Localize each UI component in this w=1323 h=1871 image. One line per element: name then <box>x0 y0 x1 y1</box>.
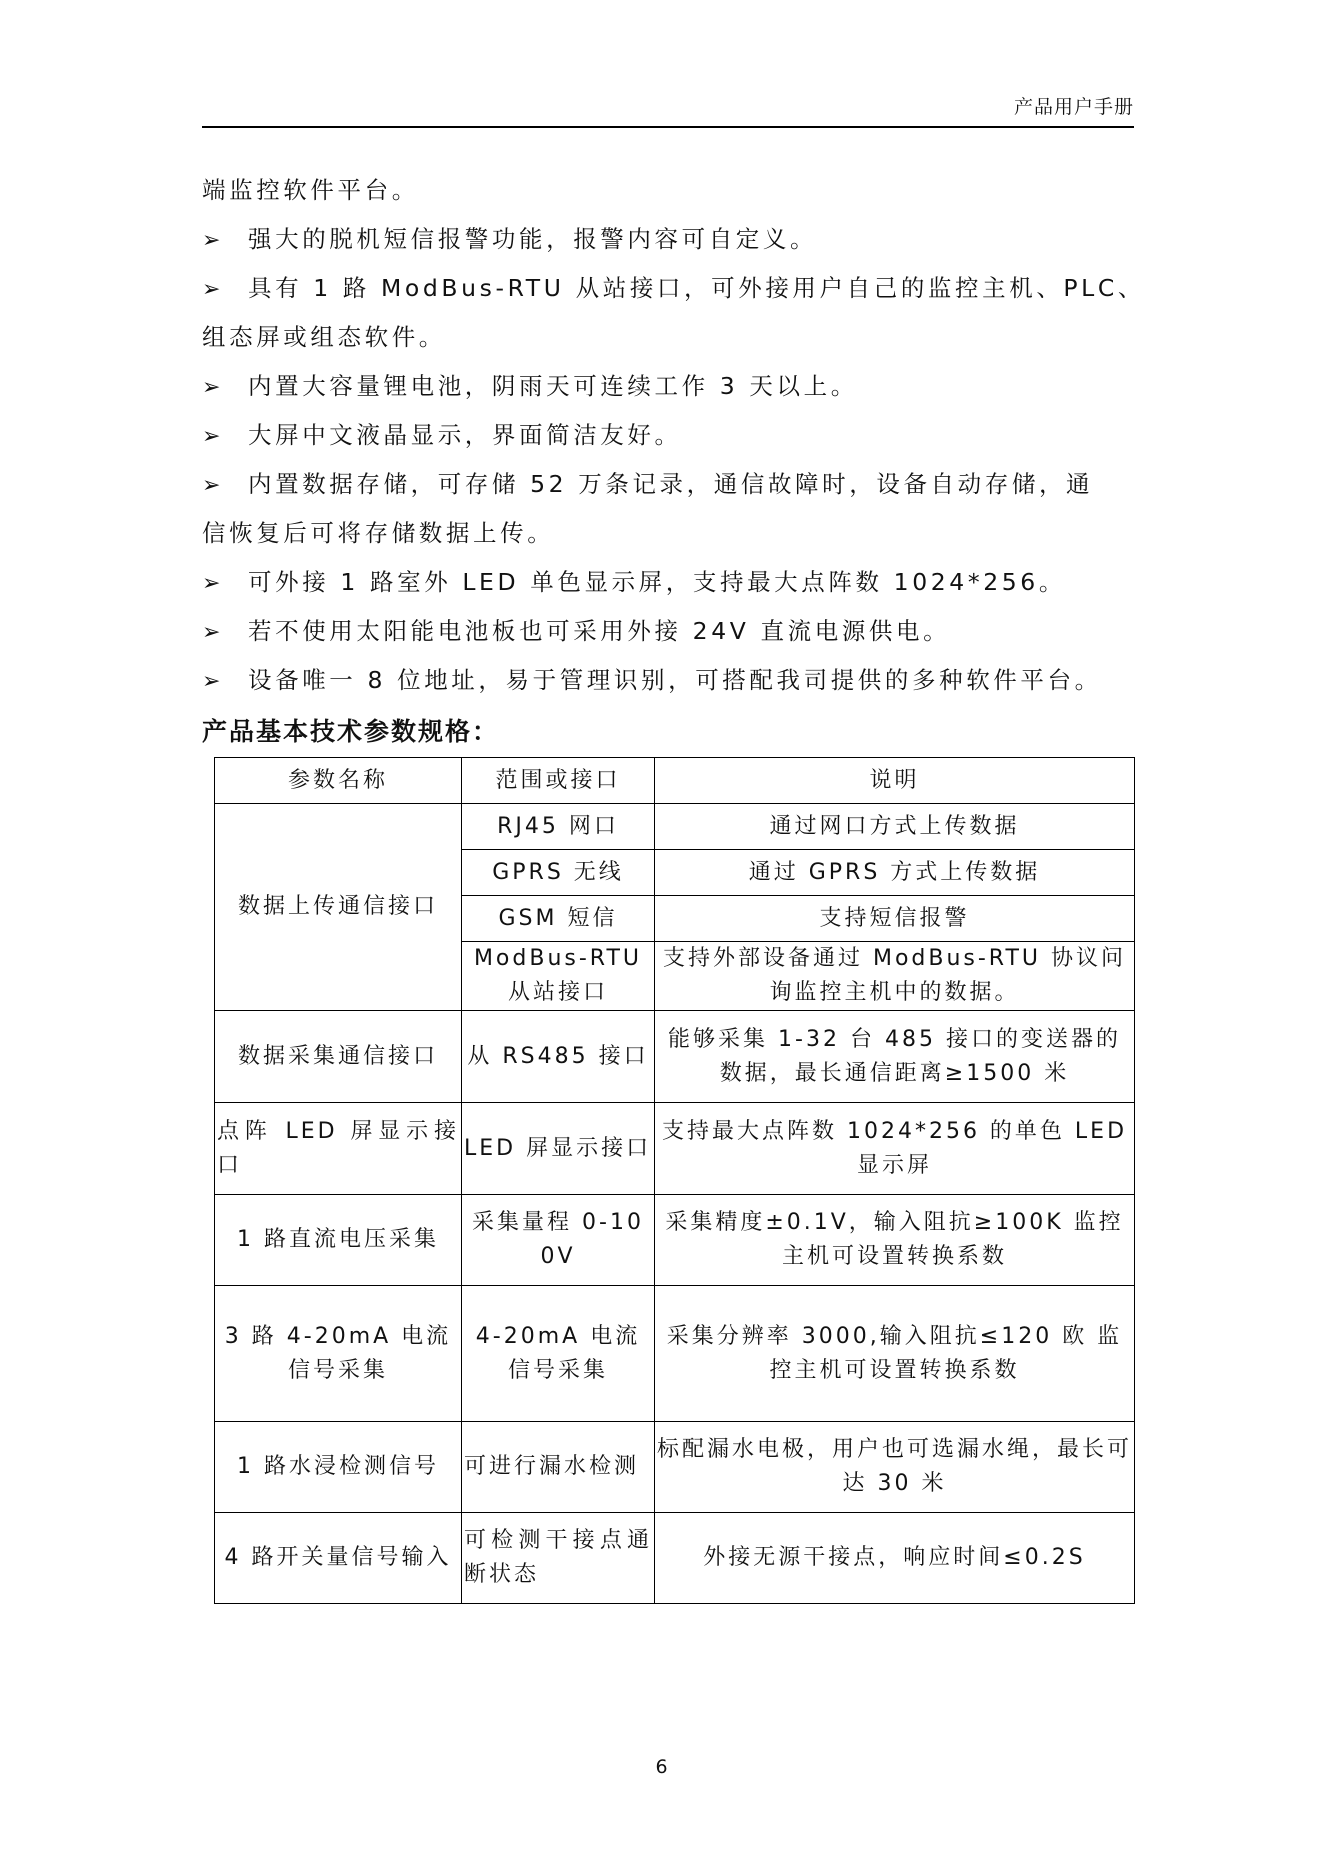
table-row <box>215 804 1135 850</box>
paragraph-text: 组态屏或组态软件。 <box>202 323 446 351</box>
desc-cell: 采集分辨率 3000,输入阻抗≤120 欧 监控主机可设置转换系数 <box>655 1286 1135 1422</box>
bullet-arrow-icon: ➢ <box>202 473 221 498</box>
param-name-cell: 4 路开关量信号输入 <box>215 1513 462 1604</box>
paragraph-text: 强大的脱机短信报警功能，报警内容可自定义。 <box>248 225 818 253</box>
bullet-arrow-icon: ➢ <box>202 277 221 302</box>
desc-cell: 能够采集 1-32 台 485 接口的变送器的数据，最长通信距离≥1500 米 <box>655 1011 1135 1103</box>
feature-list <box>202 166 1145 705</box>
param-name-cell: 1 路直流电压采集 <box>215 1195 462 1286</box>
table-row <box>215 1103 1135 1195</box>
paragraph-line <box>202 166 1134 215</box>
paragraph-line <box>202 215 1134 264</box>
paragraph-line <box>202 460 1134 509</box>
range-cell: 采集量程 0-100V <box>462 1195 655 1286</box>
range-cell: RJ45 网口 <box>462 804 655 850</box>
paragraph-line <box>202 656 1134 705</box>
table-header-row <box>215 758 1135 804</box>
range-cell: 从 RS485 接口 <box>462 1011 655 1103</box>
paragraph-text: 若不使用太阳能电池板也可采用外接 24V 直流电源供电。 <box>248 617 951 645</box>
paragraph-text: 信恢复后可将存储数据上传。 <box>202 519 555 547</box>
desc-cell: 外接无源干接点，响应时间≤0.2S <box>655 1513 1135 1604</box>
section-title: 产品基本技术参数规格： <box>202 717 500 746</box>
paragraph-line <box>202 362 1134 411</box>
desc-cell: 支持外部设备通过 ModBus-RTU 协议问询监控主机中的数据。 <box>655 942 1135 1011</box>
paragraph-text: 端监控软件平台。 <box>202 176 419 204</box>
range-cell: 4-20mA 电流信号采集 <box>462 1286 655 1422</box>
paragraph-text: 设备唯一 8 位地址，易于管理识别，可搭配我司提供的多种软件平台。 <box>248 666 1102 694</box>
paragraph-line <box>202 264 1145 313</box>
range-cell: ModBus-RTU 从站接口 <box>462 942 655 1011</box>
paragraph-line <box>202 607 1134 656</box>
paragraph-line <box>202 313 1134 362</box>
column-header: 说明 <box>655 758 1135 804</box>
range-cell: LED 屏显示接口 <box>462 1103 655 1195</box>
range-cell: 可进行漏水检测 <box>462 1422 655 1513</box>
desc-cell: 标配漏水电极，用户也可选漏水绳，最长可达 30 米 <box>655 1422 1135 1513</box>
column-header: 参数名称 <box>215 758 462 804</box>
paragraph-line <box>202 509 1134 558</box>
param-name-cell: 3 路 4-20mA 电流信号采集 <box>215 1286 462 1422</box>
desc-cell: 支持最大点阵数 1024*256 的单色 LED 显示屏 <box>655 1103 1135 1195</box>
param-name-cell: 数据采集通信接口 <box>215 1011 462 1103</box>
table-row <box>215 1011 1135 1103</box>
param-name-cell: 数据上传通信接口 <box>215 804 462 1011</box>
paragraph-text: 具有 1 路 ModBus-RTU 从站接口，可外接用户自己的监控主机、PLC、 <box>248 274 1145 302</box>
param-name-cell: 1 路水浸检测信号 <box>215 1422 462 1513</box>
bullet-arrow-icon: ➢ <box>202 620 221 645</box>
page-header <box>202 92 1134 128</box>
paragraph-text: 内置数据存储，可存储 52 万条记录，通信故障时，设备自动存储，通 <box>248 470 1094 498</box>
paragraph-line <box>202 411 1134 460</box>
paragraph-text: 内置大容量锂电池，阴雨天可连续工作 3 天以上。 <box>248 372 858 400</box>
bullet-arrow-icon: ➢ <box>202 571 221 596</box>
bullet-arrow-icon: ➢ <box>202 424 221 449</box>
desc-cell: 通过网口方式上传数据 <box>655 804 1135 850</box>
table-row <box>215 1195 1135 1286</box>
desc-cell: 支持短信报警 <box>655 896 1135 942</box>
desc-cell: 采集精度±0.1V，输入阻抗≥100K 监控主机可设置转换系数 <box>655 1195 1135 1286</box>
range-cell: GSM 短信 <box>462 896 655 942</box>
bullet-arrow-icon: ➢ <box>202 669 221 694</box>
spec-table <box>214 757 1135 1604</box>
bullet-arrow-icon: ➢ <box>202 228 221 253</box>
param-name-cell: 点阵 LED 屏显示接口 <box>215 1103 462 1195</box>
table-row <box>215 1286 1135 1422</box>
range-cell: 可检测干接点通断状态 <box>462 1513 655 1604</box>
paragraph-text: 大屏中文液晶显示，界面简洁友好。 <box>248 421 682 449</box>
table-row <box>215 1422 1135 1513</box>
column-header: 范围或接口 <box>462 758 655 804</box>
range-cell: GPRS 无线 <box>462 850 655 896</box>
header-title: 产品用户手册 <box>1013 96 1134 118</box>
table-row <box>215 1513 1135 1604</box>
paragraph-text: 可外接 1 路室外 LED 单色显示屏，支持最大点阵数 1024*256。 <box>248 568 1066 596</box>
bullet-arrow-icon: ➢ <box>202 375 221 400</box>
paragraph-line <box>202 558 1134 607</box>
page-number: 6 <box>655 1756 668 1778</box>
desc-cell: 通过 GPRS 方式上传数据 <box>655 850 1135 896</box>
